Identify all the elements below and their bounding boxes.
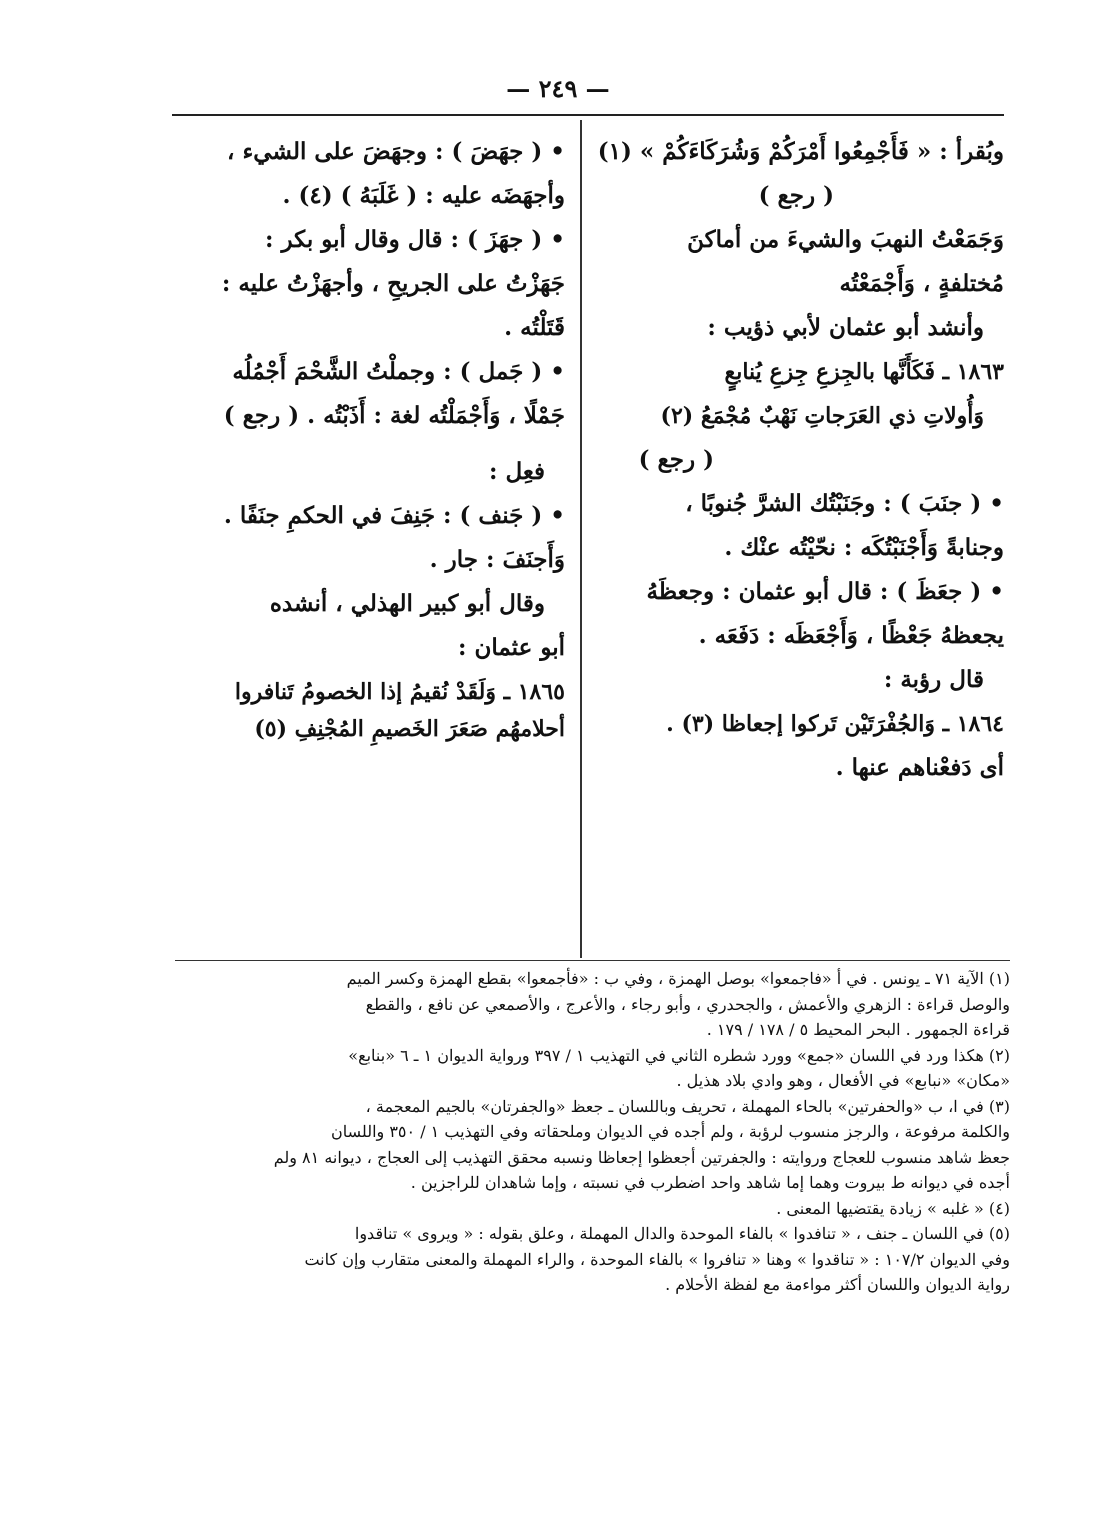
footnote-line: (١) الآية ٧١ ـ يونس . في أ «فاجمعوا» بوصل الهمزة ، وفي ب : «فأجمعوا» بقطع الهمزة وكسر الميم <box>346 969 1010 988</box>
text-line: قَتَلْتُه . <box>504 314 565 341</box>
text-line: أبو عثمان : <box>457 634 565 661</box>
poem-verse: أحلامهُم صَعَرَ الخَصيمِ المُجْنِفِ (٥) <box>254 716 565 742</box>
text-line: وقال أبو كبير الهذلي ، أنشده <box>269 590 545 617</box>
text-line: • ( جهَضَ ) : وجهَضَ على الشيء ، <box>227 138 565 165</box>
footnote-line: (٥) في اللسان ـ جنف ، « تنافدوا » بالفاء الموحدة والدال المهملة ، وعلق بقوله : « ويروى » تناقدوا <box>354 1224 1010 1243</box>
text-line: ( رجع ) <box>638 446 714 473</box>
footnote-line: قراءة الجمهور . البحر المحيط ٥ / ١٧٨ / ١٧٩ . <box>706 1020 1010 1039</box>
text-line: • ( جعَظَ ) : قال أبو عثمان : وجعظَهُ <box>646 578 1004 605</box>
footnotes <box>175 966 1010 1298</box>
text-line: • ( جنَبَ ) : وجَنَبْتُك الشرَّ جُنوبًا ، <box>685 490 1004 517</box>
left-column <box>175 130 565 744</box>
footnote-line: والكلمة مرفوعة ، والرجز منسوب لرؤبة ، ولم أجده في الديوان وملحقاته وفي التهذيب ١ / ٣٥٠ واللسان <box>331 1122 1010 1141</box>
text-line: يجعظهُ جَعْظًا ، وَأَجْعَظَه : دَفَعَه . <box>698 622 1004 649</box>
text-line: قال رؤبة : <box>883 666 984 693</box>
page-number: — ٢٤٩ — <box>506 74 610 103</box>
footnote-line: جعظ شاهد منسوب للعجاج وروايته : والجفرتين أجعظوا إجعاظا ونسبه محقق التهذيب إلى العجاج ، ديوانه ٨١ ولم <box>273 1147 1010 1167</box>
text-line: • ( جَمل ) : وجملْتُ الشَّحْمَ أَجْمُلُه <box>232 358 565 385</box>
text-line: وجنابةً وَأَجْنَبْتُكَه : نحّيْتُه عنْك . <box>724 534 1004 561</box>
footnote-line: (٤) « غلبه » زيادة يقتضيها المعنى . <box>776 1198 1010 1218</box>
column-divider <box>580 120 582 958</box>
poem-verse-number: ١٨٦٤ ـ وَالجُفْرَتَيْن تَركوا إجعاظا (٣) . <box>666 711 1004 737</box>
text-line: وبُقرأ : « فَأَجْمِعُوا أَمْرَكُمْ وَشُرَكَاءَكُمْ » (١) <box>597 138 1004 165</box>
text-line: وأنشد أبو عثمان لأبي ذؤيب : <box>707 314 984 341</box>
poem-verse-number: ١٨٦٣ ـ فَكَأَنَّها بالجِزعِ جِزعِ يُنابعٍ <box>724 359 1004 385</box>
text-line: وأجهَضَه عليه : ( غَلَبَهُ ) (٤) . <box>282 182 565 209</box>
text-line: • ( جَنف ) : جَنِفَ في الحكمِ جنَفًا . <box>223 502 565 529</box>
footnote-line: «مكان» «نبابع» في الأفعال ، وهو وادي بلاد هذيل . <box>676 1071 1010 1090</box>
text-line: • ( جهَزَ ) : قال وقال أبو بكر : <box>264 226 565 253</box>
text-line: وَجَمَعْتُ النهبَ والشيءَ من أماكنَ <box>687 226 1004 253</box>
footnote-rule <box>175 960 1010 961</box>
footnote-line: أجده في ديوانه ط بيروت وهما إما شاهد واحد اضطرب في نسبته ، وإما شاهدان للراجزين . <box>410 1173 1010 1192</box>
poem-verse-number: ١٨٦٥ ـ وَلَقَدْ نُقيمُ إذا الخصومُ تَنافروا <box>234 679 565 705</box>
footnote-line: (٢) هكذا ورد في اللسان «جمع» وورد شطره الثاني في التهذيب ١ / ٣٩٧ ورواية الديوان ١ ـ ٦ «بنابع» <box>348 1045 1010 1065</box>
right-column <box>597 130 1004 790</box>
text-line: مُختلفةٍ ، وَأَجْمَعْتُه <box>839 270 1004 297</box>
footnote-line: رواية الديوان واللسان أكثر مواءمة مع لفظة الأحلام . <box>665 1275 1010 1294</box>
footnote-line: والوصل قراءة : الزهري والأعمش ، والجحدري ، وأبو رجاء ، والأعرج ، والأصمعي عن نافع ، والقطع <box>365 994 1010 1014</box>
footnote-line: (٣) في ا، ب «والحفرتين» بالحاء المهملة ، تحريف وباللسان ـ جعظ «والجفرتان» بالجيم المعجمة ، <box>365 1096 1010 1116</box>
section-heading: فعِل : <box>488 458 545 485</box>
text-line: ( رجع ) <box>758 182 834 209</box>
text-line: وَأَجنَفَ : جار . <box>429 546 565 573</box>
footnote-line: وفي الديوان ١٠٧/٢ : « تناقدوا » وهنا « تنافروا » بالفاء الموحدة ، والراء المهملة والمعنى متقارب وإن كانت <box>304 1249 1010 1269</box>
text-line: جَهَزْتُ على الجريحِ ، وأجهَزْتُ عليه : <box>221 270 565 297</box>
text-line: أى دَفعْناهم عنها . <box>835 754 1004 781</box>
poem-verse: وَأُولاتِ ذي العَرَجاتِ نَهْبٌ مُجْمَعُ (٢) <box>660 403 984 429</box>
header-rule <box>172 114 1004 116</box>
text-line: جَمْلًا ، وَأَجْمَلْتُه لغة : أَذَبْتُه . ( رجع ) <box>223 402 565 429</box>
